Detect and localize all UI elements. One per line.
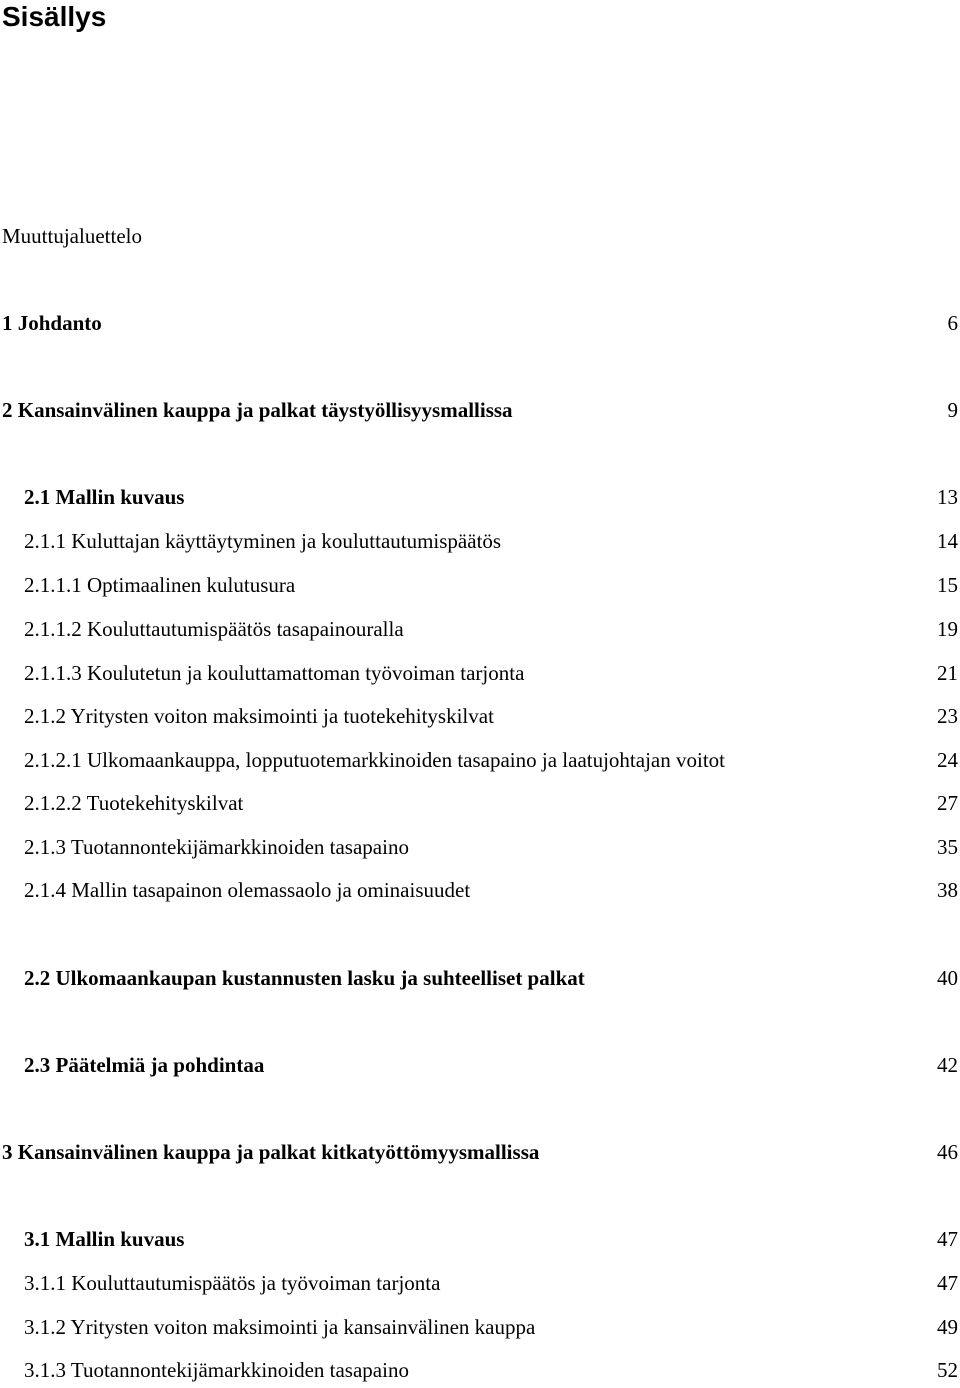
toc-entry-page: 38 — [937, 878, 958, 902]
toc-entry-1 — [0, 308, 958, 338]
toc-entry-title: 2.1.1.3 Koulutetun ja kouluttamattoman työvoiman tarjonta — [24, 661, 525, 685]
toc-entry-title: 2.2 Ulkomaankaupan kustannusten lasku ja suhteelliset palkat — [24, 966, 585, 990]
toc-entry-title: 2.1.3 Tuotannontekijämarkkinoiden tasapaino — [24, 835, 409, 859]
toc-entry-page: 40 — [937, 966, 958, 990]
toc-entry-page: 13 — [937, 485, 958, 509]
toc-entry-page: 6 — [947, 311, 958, 335]
toc-entry-3 — [0, 1137, 958, 1167]
toc-entry-page: 47 — [937, 1227, 958, 1251]
toc-entry-2 — [0, 395, 958, 425]
toc-entry-2-1-4 — [0, 875, 958, 905]
toc-entry-2-1-2-2 — [0, 788, 958, 818]
toc-entry-muuttujaluettelo — [0, 221, 958, 251]
toc-entry-2-3 — [0, 1050, 958, 1080]
toc-entry-page: 21 — [937, 661, 958, 685]
toc-entry-title: 2.1.1.1 Optimaalinen kulutusura — [24, 573, 296, 597]
toc-entry-page: 24 — [937, 748, 958, 772]
toc-entry-title: 3.1.3 Tuotannontekijämarkkinoiden tasapaino — [24, 1358, 409, 1382]
toc-entry-page: 46 — [937, 1140, 958, 1164]
toc-entry-page: 49 — [937, 1315, 958, 1339]
toc-entry-title: 1 Johdanto — [2, 311, 102, 335]
toc-entry-2-1-2-1 — [0, 745, 958, 775]
toc-entry-page: 15 — [937, 573, 958, 597]
toc-entry-3-1-2 — [0, 1312, 958, 1342]
toc-entry-3-1-1 — [0, 1268, 958, 1298]
toc-entry-2-1-1-3 — [0, 658, 958, 688]
toc-entry-2-2 — [0, 963, 958, 993]
toc-entry-title: 3.1.2 Yritysten voiton maksimointi ja kansainvälinen kauppa — [24, 1315, 536, 1339]
toc-entry-page: 14 — [937, 529, 958, 553]
toc-entry-title: 3.1 Mallin kuvaus — [24, 1227, 185, 1251]
toc-entry-title: Muuttujaluettelo — [2, 224, 142, 248]
toc-entry-title: 2.1 Mallin kuvaus — [24, 485, 185, 509]
toc-entry-title: 2.1.2.2 Tuotekehityskilvat — [24, 791, 244, 815]
toc-entry-page: 27 — [937, 791, 958, 815]
toc-entry-title: 2.1.4 Mallin tasapainon olemassaolo ja ominaisuudet — [24, 878, 471, 902]
toc-entry-2-1-1-2 — [0, 614, 958, 644]
toc-entry-page: 52 — [937, 1358, 958, 1382]
toc-entry-2-1-1 — [0, 526, 958, 556]
toc-entry-title: 2.3 Päätelmiä ja pohdintaa — [24, 1053, 265, 1077]
toc-entry-page: 19 — [937, 617, 958, 641]
toc-entry-title: 2.1.2 Yritysten voiton maksimointi ja tuotekehityskilvat — [24, 704, 494, 728]
toc-entry-page: 42 — [937, 1053, 958, 1077]
toc-entry-title: 3.1.1 Kouluttautumispäätös ja työvoiman tarjonta — [24, 1271, 441, 1295]
toc-entry-2-1-2 — [0, 701, 958, 731]
page-title: Sisällys — [2, 1, 107, 32]
toc-entry-page: 47 — [937, 1271, 958, 1295]
toc-entry-title: 2 Kansainvälinen kauppa ja palkat täystyöllisyysmallissa — [2, 398, 513, 422]
toc-entry-title: 2.1.1 Kuluttajan käyttäytyminen ja kouluttautumispäätös — [24, 529, 502, 553]
toc-entry-title: 3 Kansainvälinen kauppa ja palkat kitkatyöttömyysmallissa — [2, 1140, 540, 1164]
toc-entry-page: 9 — [947, 398, 958, 422]
toc-entry-3-1 — [0, 1224, 958, 1254]
toc-entry-3-1-3 — [0, 1355, 958, 1385]
toc-entry-2-1-1-1 — [0, 570, 958, 600]
toc-entry-title: 2.1.1.2 Kouluttautumispäätös tasapainouralla — [24, 617, 404, 641]
toc-entry-2-1 — [0, 482, 958, 512]
toc-entry-page: 35 — [937, 835, 958, 859]
toc-entry-2-1-3 — [0, 832, 958, 862]
toc-entry-title: 2.1.2.1 Ulkomaankauppa, lopputuotemarkkinoiden tasapaino ja laatujohtajan voitot — [24, 748, 725, 772]
toc-entry-page: 23 — [937, 704, 958, 728]
